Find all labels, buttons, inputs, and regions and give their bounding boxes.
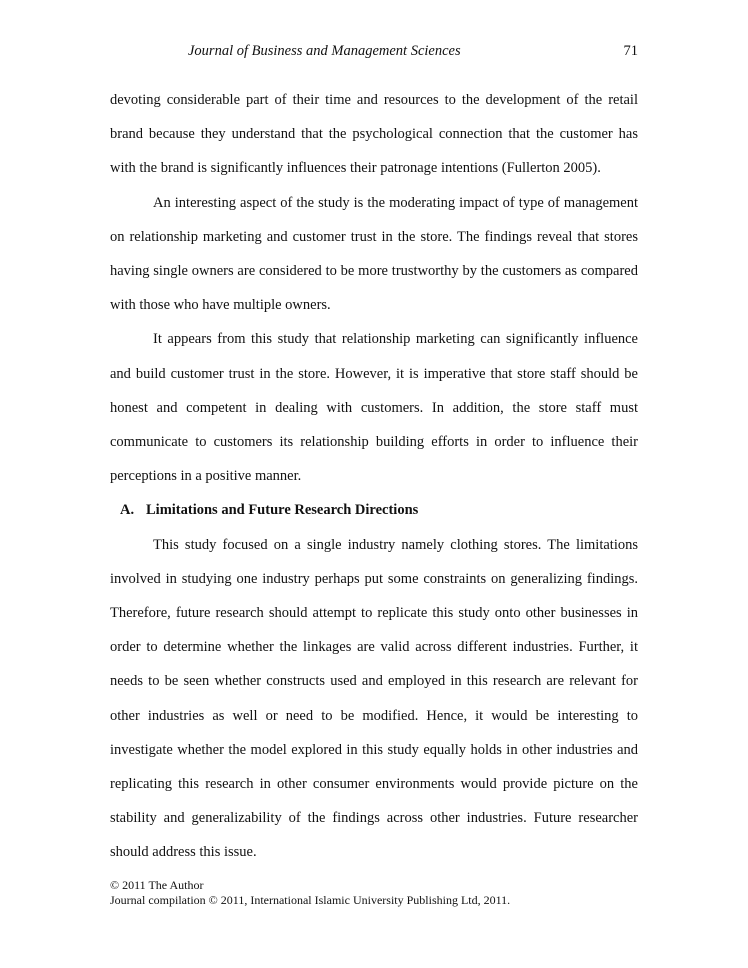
- section-title: Limitations and Future Research Directions: [146, 502, 419, 519]
- paragraph-limitations: This study focused on a single industry namely clothing stores. The limitations involved in studying one industry perhaps put some constraints on generalizing findings. Therefore, future research should attempt to replicate this study onto other businesses in order to determine whether the linkages are valid across different industries. Further, it needs to be seen whether constructs used and employed in this research are relevant for other industries as well or need to be modified. Hence, it would be interesting to investigate whether the model explored in this study equally holds in other industries and replicating this research in other consumer environments would provide picture on the stability and generalizability of the findings across other industries. Future researcher should address this issue.: [110, 536, 638, 861]
- section-letter: A.: [120, 502, 135, 519]
- footer: [110, 878, 638, 908]
- section-heading: [110, 493, 638, 527]
- running-head: [110, 40, 638, 62]
- paragraph-moderating-impact: An interesting aspect of the study is the moderating impact of type of management on relationship marketing and customer trust in the store. The findings reveal that stores having single owners are considered to be more trustworthy by the customers as compared with those who have multiple owners.: [110, 194, 638, 314]
- paragraph-continuation: devoting considerable part of their time and resources to the development of the retail brand because they understand that the psychological connection that the customer has with the brand is significantly influences their patronage intentions (Fullerton 2005).: [110, 92, 638, 177]
- journal-name: Journal of Business and Management Sciences: [188, 43, 461, 59]
- journal-compilation-notice: Journal compilation © 2011, International Islamic University Publishing Ltd, 2011.: [110, 893, 511, 907]
- paragraph-relationship-marketing: It appears from this study that relationship marketing can significantly influence and build customer trust in the store. However, it is imperative that store staff should be honest and competent in dealing with customers. In addition, the store staff must communicate to customers its relationship building efforts in order to influence their perceptions in a positive manner.: [110, 331, 638, 485]
- body-text: [110, 83, 638, 870]
- copyright-notice: © 2011 The Author: [110, 878, 204, 892]
- page-number: 71: [623, 43, 638, 59]
